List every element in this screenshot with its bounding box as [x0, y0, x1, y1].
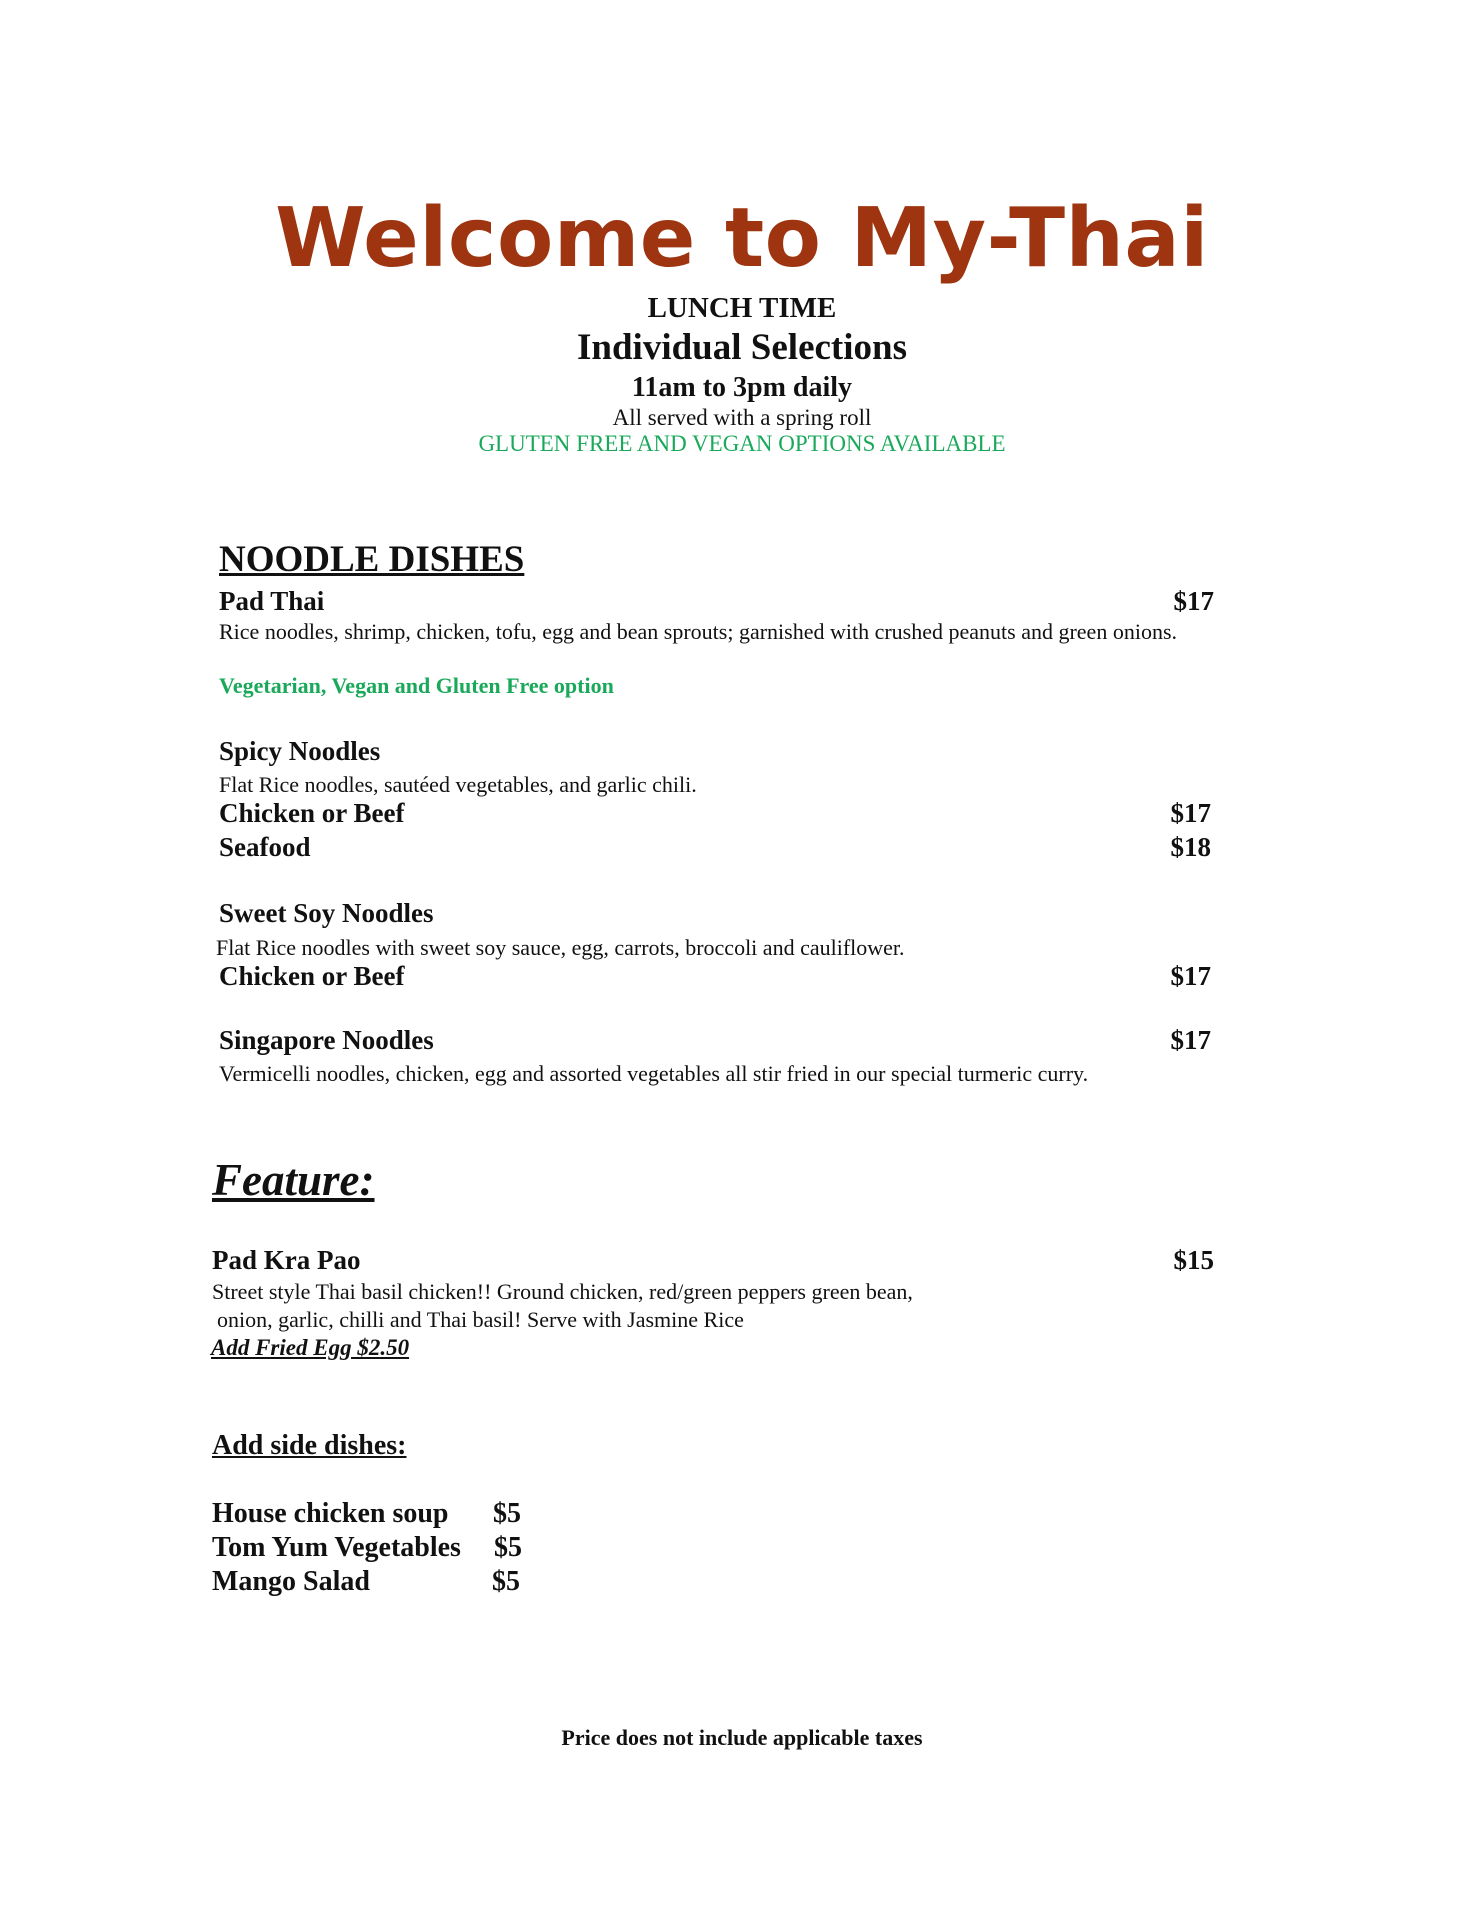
feature-heading: Feature:: [212, 1155, 375, 1205]
tax-note: Price does not include applicable taxes: [561, 1725, 923, 1750]
served-with-text: All served with a spring roll: [612, 405, 872, 430]
singapore-noodles-price: $17: [1170, 1025, 1211, 1055]
side-dish-price: $5: [493, 1498, 521, 1529]
side-dishes-heading: Add side dishes:: [212, 1430, 407, 1461]
add-fried-egg-option: Add Fried Egg $2.50: [211, 1335, 410, 1360]
side-dish-name: Tom Yum Vegetables: [212, 1532, 461, 1563]
pad-thai-name: Pad Thai: [219, 586, 325, 616]
side-dish-price: $5: [494, 1532, 522, 1563]
singapore-noodles-name: Singapore Noodles: [219, 1025, 434, 1055]
pad-kra-pao-description-line2: onion, garlic, chilli and Thai basil! Serve with Jasmine Rice: [217, 1307, 744, 1332]
pad-kra-pao-price: $15: [1173, 1245, 1214, 1275]
sweet-soy-option-chicken-beef: Chicken or Beef: [219, 961, 405, 991]
pad-kra-pao-description-line1: Street style Thai basil chicken!! Ground chicken, red/green peppers green bean,: [212, 1279, 913, 1304]
sweet-soy-noodles-name: Sweet Soy Noodles: [219, 898, 434, 928]
spicy-noodles-price-chicken-beef: $17: [1170, 798, 1211, 828]
spicy-noodles-name: Spicy Noodles: [219, 736, 381, 766]
sweet-soy-noodles-description: Flat Rice noodles with sweet soy sauce, egg, carrots, broccoli and cauliflower.: [216, 935, 905, 960]
side-dish-name: Mango Salad: [212, 1566, 370, 1597]
spicy-noodles-description: Flat Rice noodles, sautéed vegetables, and garlic chili.: [219, 772, 697, 797]
side-dish-name: House chicken soup: [212, 1498, 449, 1529]
hours-text: 11am to 3pm daily: [631, 372, 853, 403]
page-title: Welcome to My-Thai: [275, 191, 1209, 286]
singapore-noodles-description: Vermicelli noodles, chicken, egg and assorted vegetables all stir fried in our special turmeric curry.: [219, 1061, 1089, 1086]
sweet-soy-price-chicken-beef: $17: [1170, 961, 1211, 991]
dietary-note: GLUTEN FREE AND VEGAN OPTIONS AVAILABLE: [478, 431, 1006, 456]
pad-thai-description: Rice noodles, shrimp, chicken, tofu, egg and bean sprouts; garnished with crushed peanuts and green onions.: [219, 619, 1177, 644]
pad-kra-pao-name: Pad Kra Pao: [212, 1245, 361, 1275]
lunch-time-heading: LUNCH TIME: [647, 292, 837, 324]
pad-thai-option: Vegetarian, Vegan and Gluten Free option: [219, 673, 614, 698]
noodle-dishes-heading: NOODLE DISHES: [219, 539, 525, 580]
spicy-noodles-price-seafood: $18: [1170, 832, 1211, 862]
pad-thai-price: $17: [1173, 586, 1214, 616]
spicy-noodles-option-seafood: Seafood: [219, 832, 311, 862]
selections-heading: Individual Selections: [576, 327, 907, 368]
spicy-noodles-option-chicken-beef: Chicken or Beef: [219, 798, 405, 828]
side-dish-price: $5: [492, 1566, 520, 1597]
